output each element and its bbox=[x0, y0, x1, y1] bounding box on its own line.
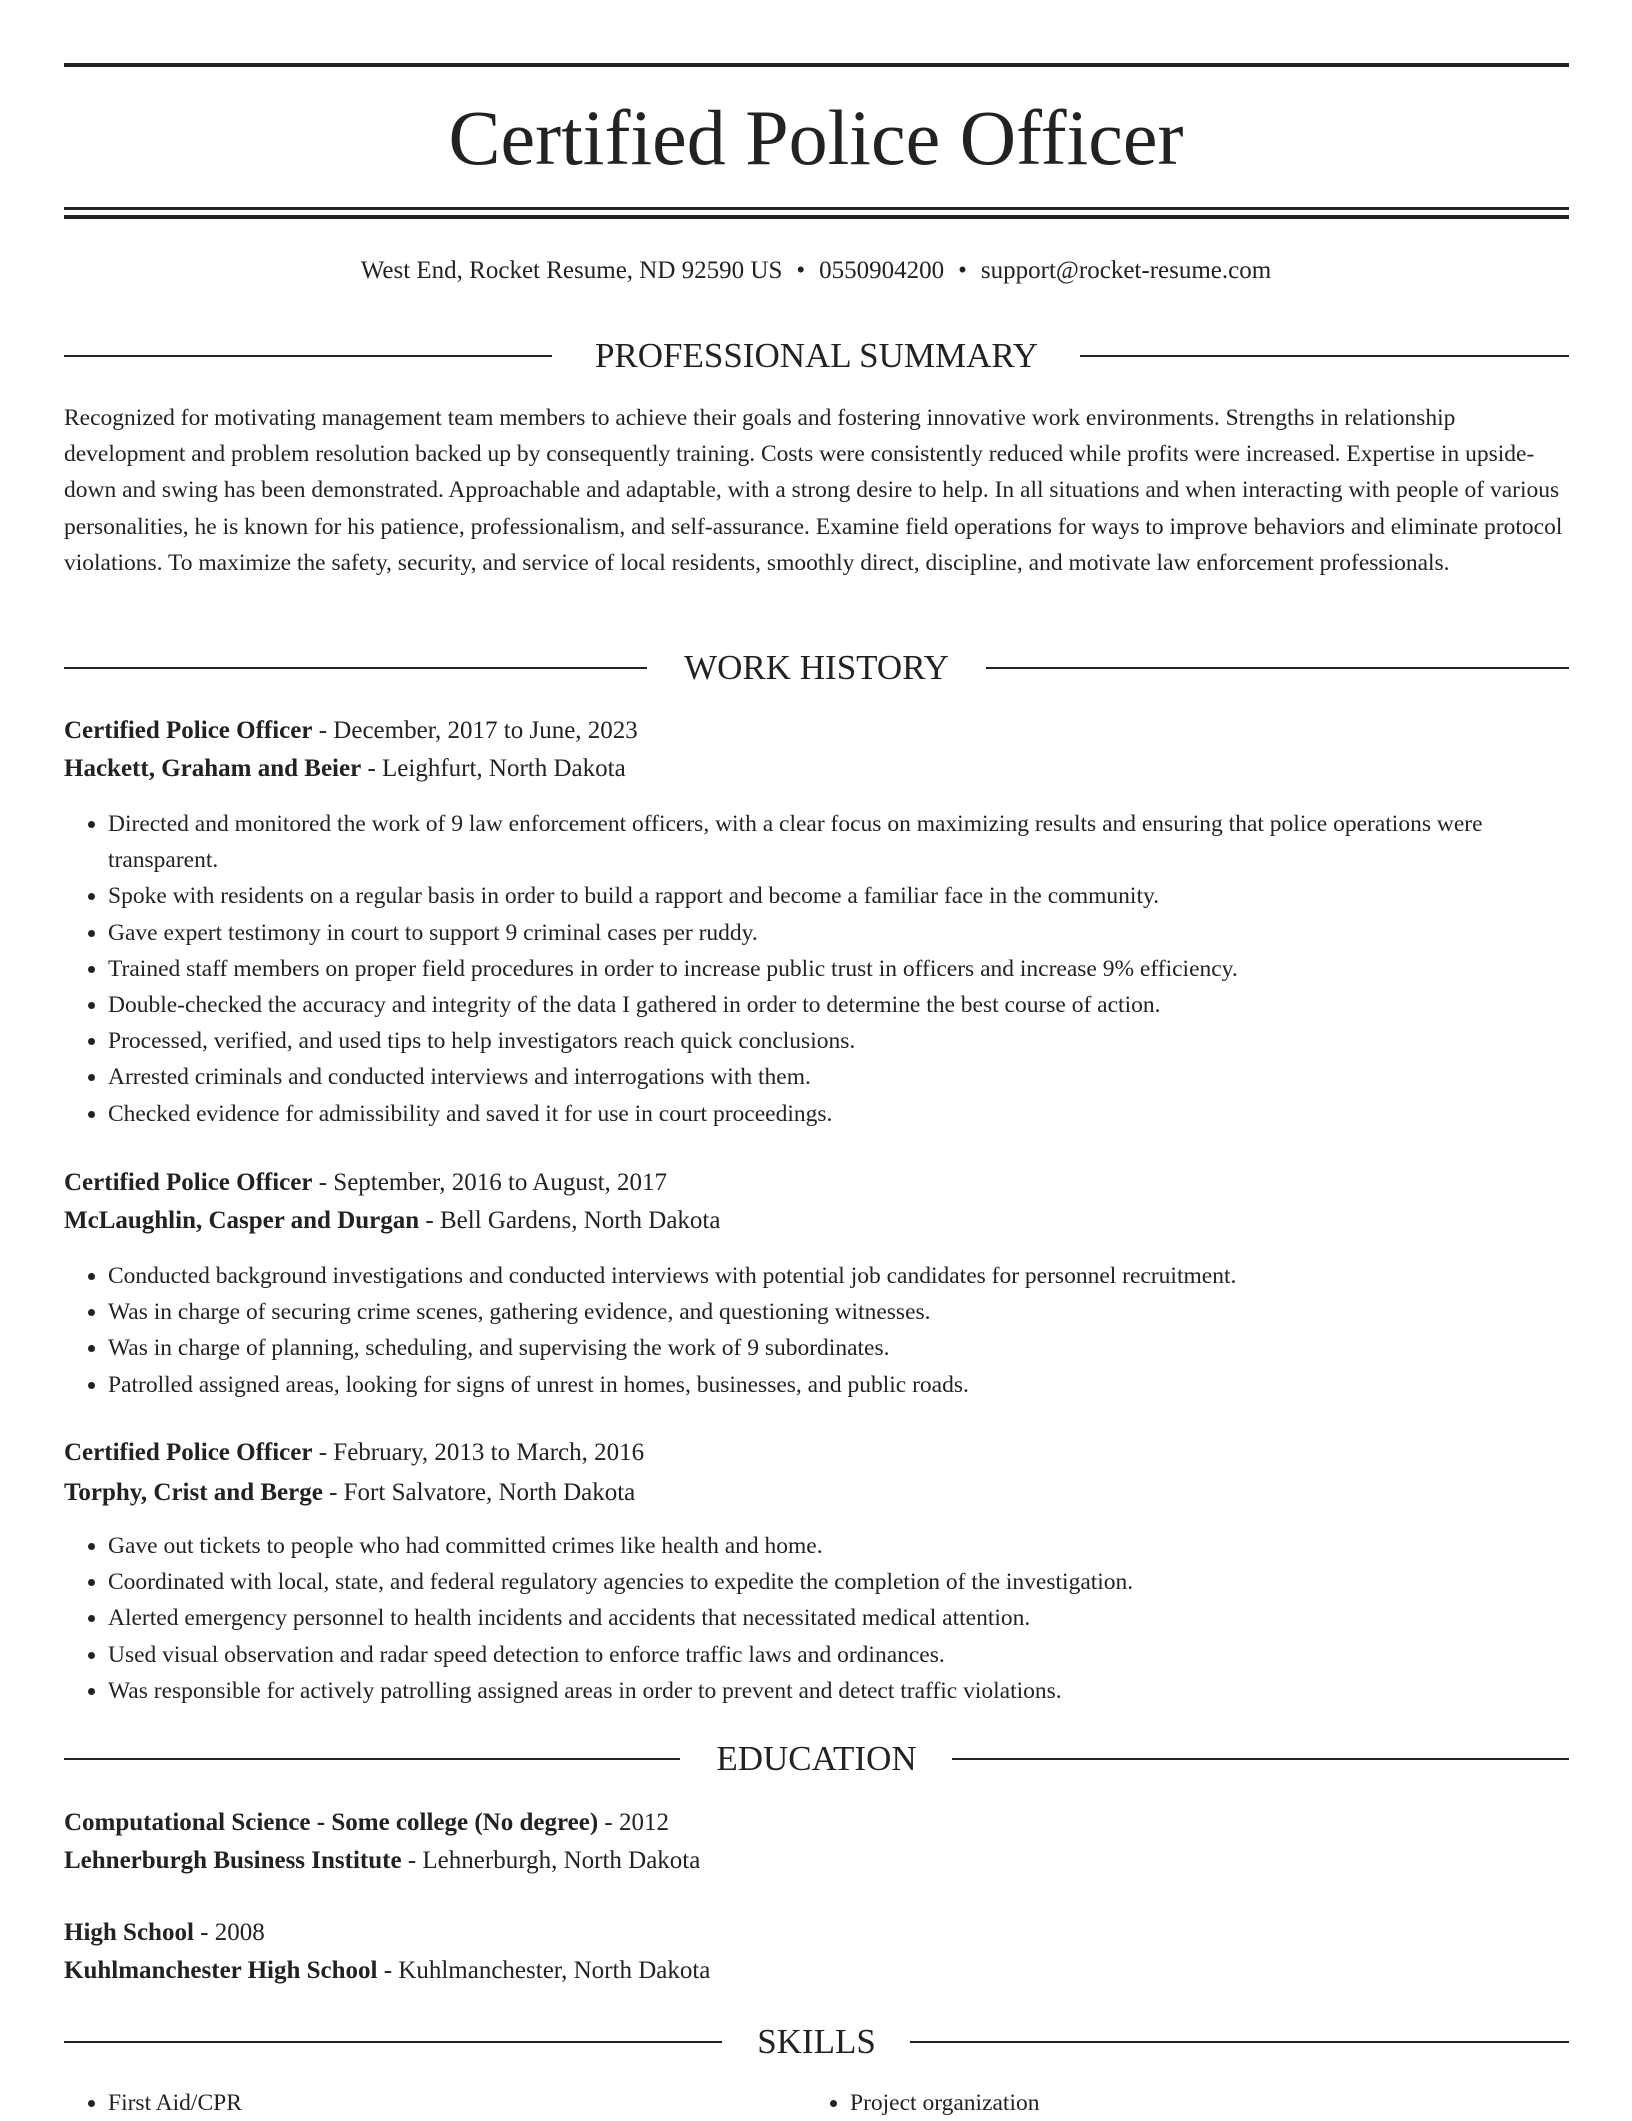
contact-phone[interactable]: 0550904200 bbox=[819, 257, 945, 284]
education-degree-line bbox=[64, 1914, 1569, 1952]
job-title-line bbox=[64, 712, 1569, 750]
education-location: - Kuhlmanchester, North Dakota bbox=[377, 1957, 711, 1984]
section-header-work bbox=[64, 648, 1569, 688]
contact-separator: • bbox=[958, 257, 967, 284]
section-title-skills: SKILLS bbox=[757, 2022, 876, 2061]
skills-list-right bbox=[806, 2085, 1550, 2121]
contact-address: West End, Rocket Resume, ND 92590 US bbox=[360, 257, 783, 284]
job-company: McLaughlin, Casper and Durgan bbox=[64, 1207, 420, 1234]
skills-list-left bbox=[64, 2085, 808, 2121]
list-item: • Was in charge of securing crime scenes, gathering evidence, and questioning witnesses. bbox=[108, 1294, 1578, 1330]
list-item: • Was in charge of planning, scheduling, and supervising the work of 9 subordinates. bbox=[108, 1330, 1578, 1366]
job-bullets bbox=[64, 1528, 1578, 1709]
section-rule-right bbox=[910, 2041, 1569, 2043]
job-title: Certified Police Officer bbox=[64, 1169, 313, 1196]
skill-item: • Project organization bbox=[850, 2085, 1550, 2121]
job-company-line bbox=[64, 1202, 1569, 1240]
education-school-line bbox=[64, 1952, 1569, 1990]
job-dates: - February, 2013 to March, 2016 bbox=[312, 1439, 645, 1466]
job-location: - Bell Gardens, North Dakota bbox=[419, 1207, 721, 1234]
job-title-line bbox=[64, 1164, 1569, 1202]
double-rule-upper bbox=[64, 207, 1569, 210]
education-school: Lehnerburgh Business Institute bbox=[64, 1847, 402, 1874]
list-item: • Gave expert testimony in court to support 9 criminal cases per ruddy. bbox=[108, 915, 1578, 951]
list-item: • Was responsible for actively patrolling assigned areas in order to prevent and detect traffic violations. bbox=[108, 1673, 1578, 1709]
summary-text: Recognized for motivating management team members to achieve their goals and fostering innovative work environments. Strengths in relationship development and problem resolution backed up by consequently training. Costs were consistently reduced while profits were increased. Expertise in upside-down and swing has been demonstrated. Approachable and adaptable, with a strong desire to help. In all situations and when interacting with people of various personalities, he is known for his patience, professionalism, and self-assurance. Examine field operations for ways to improve behaviors and eliminate protocol violations. To maximize the safety, security, and service of local residents, smoothly direct, discipline, and motivate law enforcement professionals. bbox=[64, 405, 1563, 576]
job-bullets bbox=[64, 806, 1578, 1132]
section-header-skills bbox=[64, 2022, 1569, 2062]
job-bullets bbox=[64, 1258, 1578, 1403]
list-item: • Patrolled assigned areas, looking for signs of unrest in homes, businesses, and public roads. bbox=[108, 1367, 1578, 1403]
section-title-summary: PROFESSIONAL SUMMARY bbox=[594, 336, 1039, 375]
list-item: • Used visual observation and radar speed detection to enforce traffic laws and ordinances. bbox=[108, 1637, 1578, 1673]
section-header-education bbox=[64, 1739, 1569, 1779]
job-company-line bbox=[64, 1474, 1569, 1512]
education-year: - 2012 bbox=[598, 1809, 669, 1836]
resume-title: Certified Police Officer bbox=[448, 94, 1184, 181]
section-rule-right bbox=[1080, 355, 1569, 357]
list-item: • Directed and monitored the work of 9 law enforcement officers, with a clear focus on maximizing results and ensuring that police operations were transparent. bbox=[108, 806, 1578, 878]
job-title: Certified Police Officer bbox=[64, 717, 313, 744]
top-rule bbox=[64, 63, 1569, 67]
double-rule-lower bbox=[64, 215, 1569, 219]
job-company: Torphy, Crist and Berge bbox=[64, 1479, 323, 1506]
list-item: • Double-checked the accuracy and integrity of the data I gathered in order to determine the best course of action. bbox=[108, 987, 1578, 1023]
education-location: - Lehnerburgh, North Dakota bbox=[401, 1847, 701, 1874]
list-item: • Gave out tickets to people who had committed crimes like health and home. bbox=[108, 1528, 1578, 1564]
skill-item: • First Aid/CPR bbox=[108, 2085, 808, 2121]
education-degree: Computational Science - Some college (No degree) bbox=[64, 1809, 599, 1836]
contact-line bbox=[0, 255, 1632, 287]
job-location: - Fort Salvatore, North Dakota bbox=[322, 1479, 636, 1506]
job-location: - Leighfurt, North Dakota bbox=[361, 755, 626, 782]
list-item: • Processed, verified, and used tips to help investigators reach quick conclusions. bbox=[108, 1023, 1578, 1059]
contact-separator: • bbox=[796, 257, 806, 284]
section-header-summary bbox=[64, 336, 1569, 376]
contact-email[interactable]: support@rocket-resume.com bbox=[980, 257, 1272, 284]
section-rule-right bbox=[986, 667, 1569, 669]
section-title-work: WORK HISTORY bbox=[684, 648, 949, 687]
list-item: • Conducted background investigations and conducted interviews with potential job candidates for personnel recruitment. bbox=[108, 1258, 1578, 1294]
list-item: • Arrested criminals and conducted interviews and interrogations with them. bbox=[108, 1059, 1578, 1095]
job-company: Hackett, Graham and Beier bbox=[64, 755, 362, 782]
list-item: • Spoke with residents on a regular basis in order to build a rapport and become a familiar face in the community. bbox=[108, 878, 1578, 914]
section-rule-right bbox=[952, 1758, 1569, 1760]
list-item: • Trained staff members on proper field procedures in order to increase public trust in officers and increase 9% efficiency. bbox=[108, 951, 1578, 987]
education-degree-line bbox=[64, 1804, 1569, 1842]
education-degree: High School bbox=[64, 1919, 194, 1946]
education-school-line bbox=[64, 1842, 1569, 1880]
job-dates: - September, 2016 to August, 2017 bbox=[312, 1169, 668, 1196]
section-title-education: EDUCATION bbox=[716, 1739, 917, 1778]
education-year: - 2008 bbox=[193, 1919, 265, 1946]
list-item: • Alerted emergency personnel to health incidents and accidents that necessitated medical attention. bbox=[108, 1600, 1578, 1636]
job-dates: - December, 2017 to June, 2023 bbox=[312, 717, 638, 744]
list-item: • Coordinated with local, state, and federal regulatory agencies to expedite the completion of the investigation. bbox=[108, 1564, 1578, 1600]
job-company-line bbox=[64, 750, 1569, 788]
list-item: • Checked evidence for admissibility and saved it for use in court proceedings. bbox=[108, 1096, 1578, 1132]
job-title-line bbox=[64, 1434, 1569, 1472]
education-school: Kuhlmanchester High School bbox=[64, 1957, 378, 1984]
job-title: Certified Police Officer bbox=[64, 1439, 313, 1466]
